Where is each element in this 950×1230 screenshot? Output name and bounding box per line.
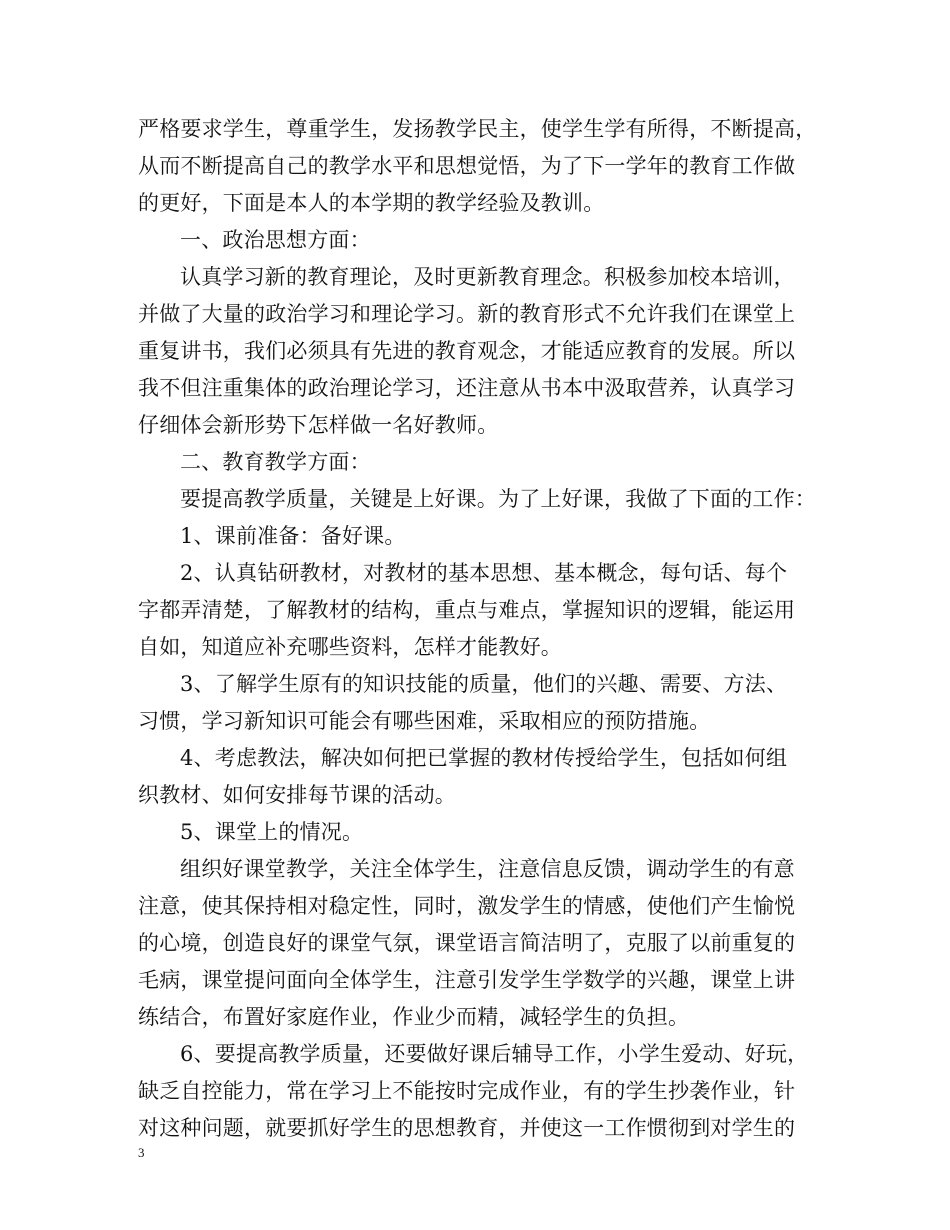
text-line: 自如，知道应补充哪些资料，怎样才能教好。: [138, 635, 562, 659]
text-line: 并做了大量的政治学习和理论学习。新的教育形式不允许我们在课堂上: [138, 302, 796, 326]
list-item: 2、认真钻研教材，对教材的基本思想、基本概念，每句话、每个: [180, 561, 788, 585]
text-line: 要提高教学质量，关键是上好课。为了上好课，我做了下面的工作：: [180, 487, 816, 511]
list-item: 3、了解学生原有的知识技能的质量，他们的兴趣、需要、方法、: [180, 672, 788, 696]
text-line: 认真学习新的教育理论，及时更新教育理念。积极参加校本培训，: [180, 265, 795, 289]
list-item: 6、要提高教学质量，还要做好课后辅导工作，小学生爱动、好玩，: [180, 1042, 809, 1066]
text-line: 对这种问题，就要抓好学生的思想教育，并使这一工作惯彻到对学生的: [138, 1116, 796, 1140]
text-line: 习惯，学习新知识可能会有哪些困难，采取相应的预防措施。: [138, 709, 711, 733]
text-line: 毛病，课堂提问面向全体学生，注意引发学生学数学的兴趣，课堂上讲: [138, 968, 796, 992]
text-line: 字都弄清楚，了解教材的结构，重点与难点，掌握知识的逻辑，能运用: [138, 598, 796, 622]
text-line: 我不但注重集体的政治理论学习，还注意从书本中汲取营养，认真学习: [138, 376, 796, 400]
text-line: 重复讲书，我们必须具有先进的教育观念，才能适应教育的发展。所以: [138, 339, 796, 363]
text-line: 的更好，下面是本人的本学期的教学经验及教训。: [138, 191, 605, 215]
list-item: 1、课前准备：备好课。: [180, 524, 406, 548]
text-line: 缺乏自控能力，常在学习上不能按时完成作业，有的学生抄袭作业，针: [138, 1079, 796, 1103]
text-line: 练结合，布置好家庭作业，作业少而精，减轻学生的负担。: [138, 1005, 690, 1029]
text-line: 织教材、如何安排每节课的活动。: [138, 783, 456, 807]
list-item: 4、考虑教法，解决如何把已掌握的教材传授给学生，包括如何组: [180, 746, 788, 770]
text-line: 注意，使其保持相对稳定性，同时，激发学生的情感，使他们产生愉悦: [138, 894, 796, 918]
text-line: 组织好课堂教学，关注全体学生，注意信息反馈，调动学生的有意: [180, 857, 795, 881]
section-heading: 二、教育教学方面：: [180, 450, 371, 474]
section-heading: 一、政治思想方面：: [180, 228, 371, 252]
text-line: 从而不断提高自己的教学水平和思想觉悟，为了下一学年的教育工作做: [138, 154, 796, 178]
text-line: 的心境，创造良好的课堂气氛，课堂语言简洁明了，克服了以前重复的: [138, 931, 796, 955]
text-line: 仔细体会新形势下怎样做一名好教师。: [138, 413, 499, 437]
page-number: 3: [138, 1145, 145, 1160]
list-item: 5、课堂上的情况。: [180, 820, 364, 844]
text-line: 严格要求学生，尊重学生，发扬教学民主，使学生学有所得，不断提高，: [138, 117, 817, 141]
